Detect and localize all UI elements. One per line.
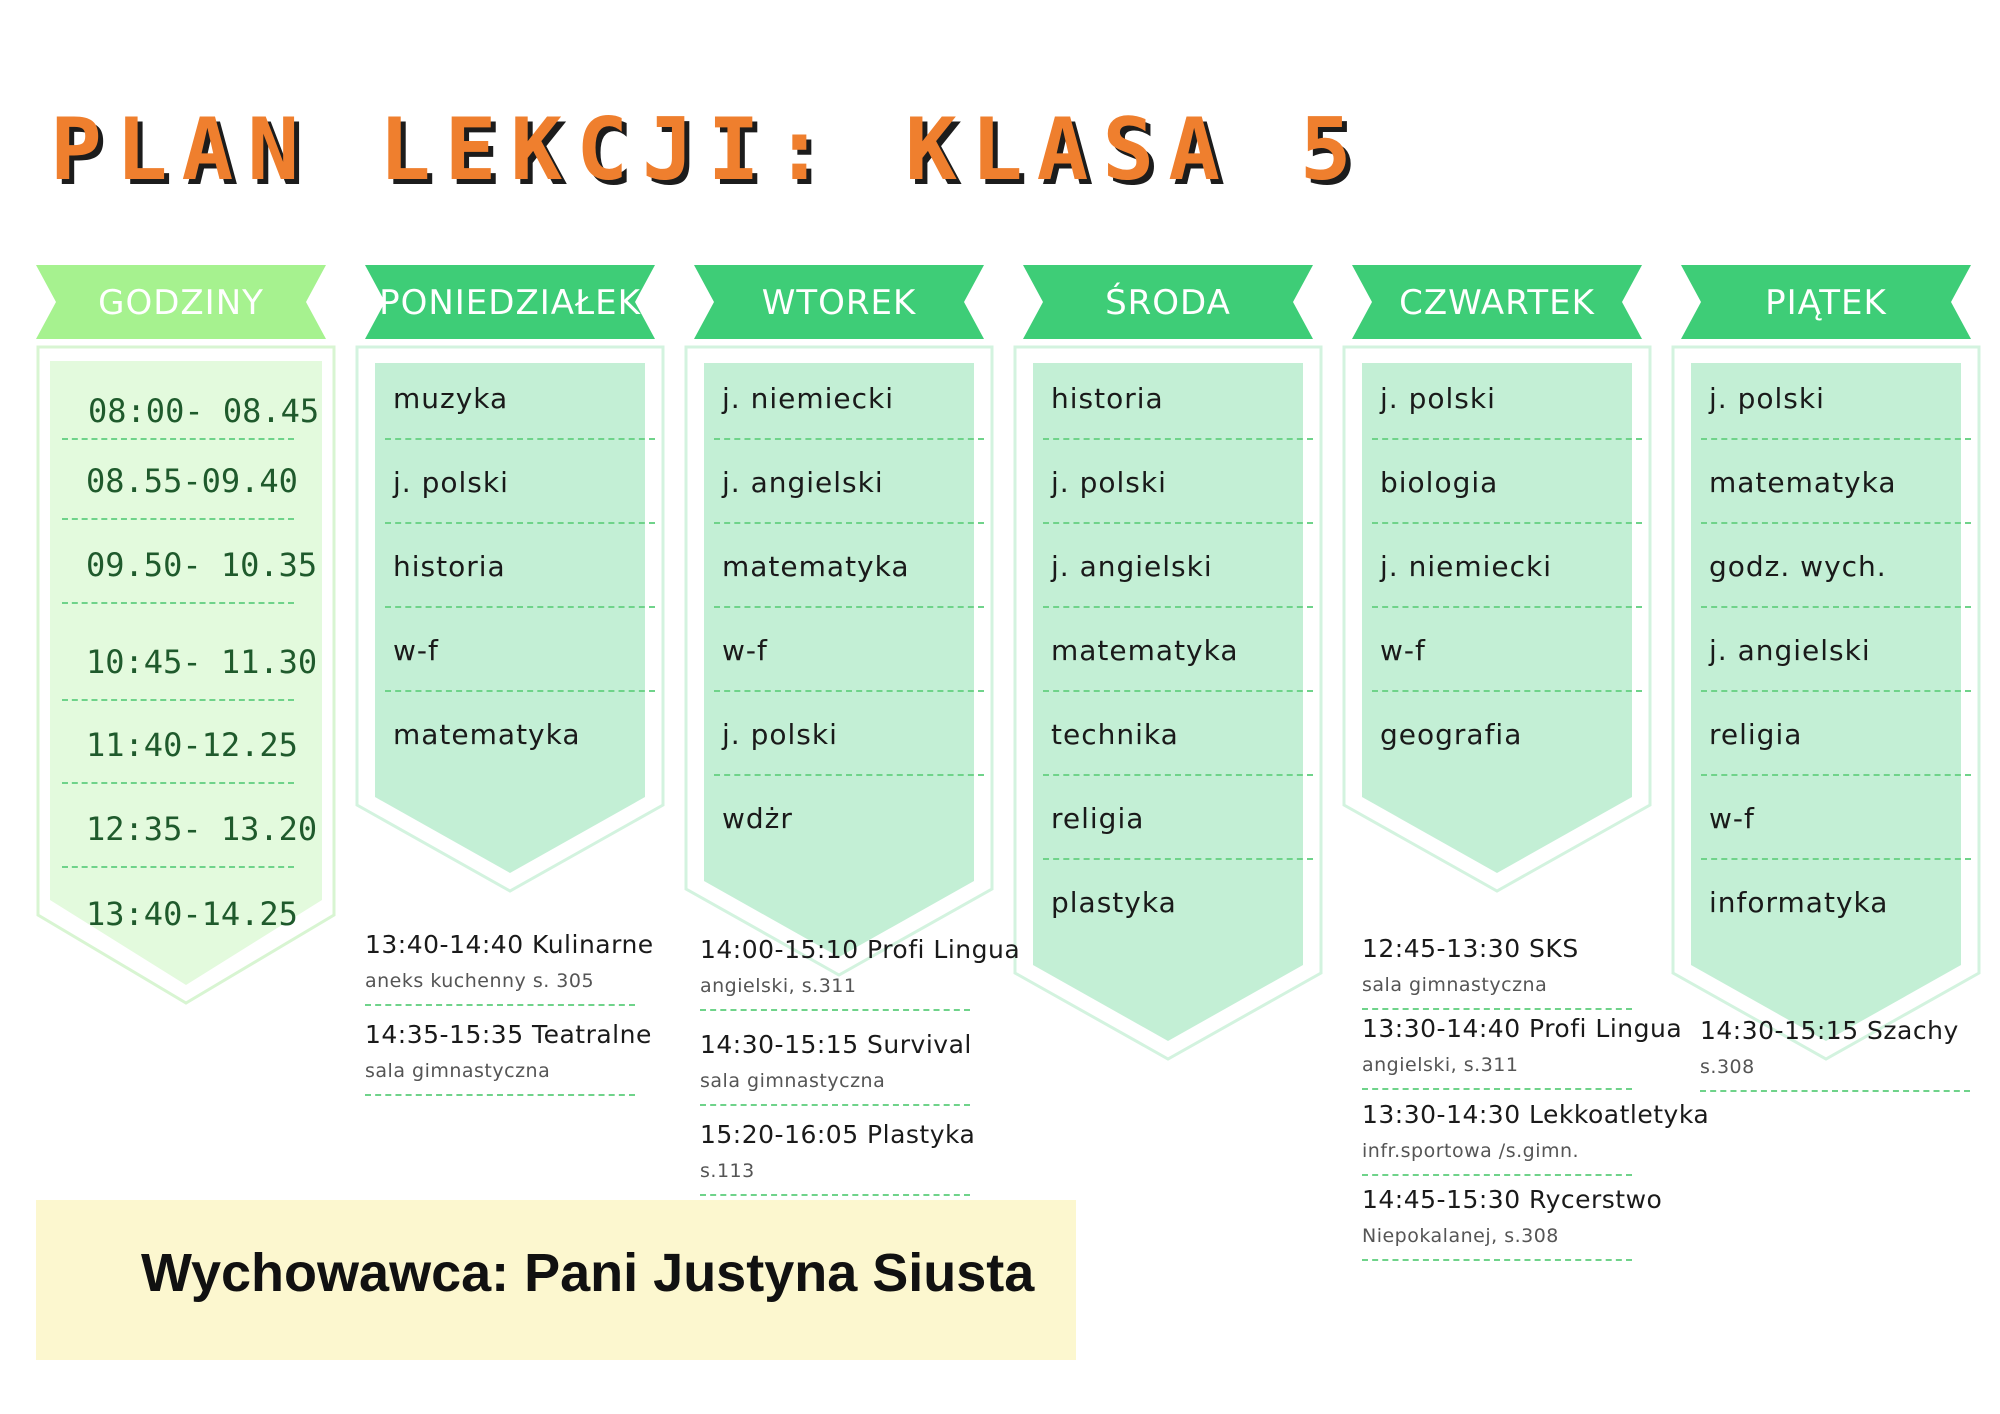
activity-title-tuesday: 14:30-15:15 Survival bbox=[700, 1030, 972, 1059]
hour-slot: 08.55-09.40 bbox=[86, 462, 298, 500]
lesson-tuesday: matematyka bbox=[722, 550, 910, 583]
hour-slot: 10:45- 11.30 bbox=[86, 643, 318, 681]
hour-slot: 12:35- 13.20 bbox=[86, 810, 318, 848]
activity-separator bbox=[700, 1194, 970, 1196]
lesson-separator bbox=[1372, 522, 1642, 524]
wednesday-column-body bbox=[1013, 345, 1323, 1063]
lesson-wednesday: historia bbox=[1051, 382, 1164, 415]
activity-separator bbox=[700, 1009, 970, 1011]
friday-column-body bbox=[1671, 345, 1981, 1063]
activity-place-tuesday: sala gimnastyczna bbox=[700, 1070, 886, 1092]
banner-thursday-label: CZWARTEK bbox=[1399, 283, 1595, 323]
lesson-tuesday: wdżr bbox=[722, 802, 793, 835]
page-title: PLAN LEKCJI: KLASA 5 bbox=[50, 100, 1366, 200]
activity-title-thursday: 13:30-14:40 Profi Lingua bbox=[1362, 1014, 1683, 1043]
thursday-column-body bbox=[1342, 345, 1652, 895]
teacher-box bbox=[36, 1200, 1076, 1360]
lesson-wednesday: plastyka bbox=[1051, 886, 1177, 919]
lesson-thursday: geografia bbox=[1380, 718, 1523, 751]
lesson-separator bbox=[1043, 522, 1313, 524]
lesson-separator bbox=[1701, 522, 1971, 524]
lesson-wednesday: j. polski bbox=[1051, 466, 1167, 499]
activity-separator bbox=[1700, 1090, 1970, 1092]
activity-place-tuesday: s.113 bbox=[700, 1160, 755, 1182]
activity-place-thursday: sala gimnastyczna bbox=[1362, 974, 1548, 996]
lesson-separator bbox=[385, 522, 655, 524]
banner-friday bbox=[1681, 265, 1971, 339]
lesson-tuesday: w-f bbox=[722, 634, 768, 667]
lesson-separator bbox=[714, 522, 984, 524]
lesson-separator bbox=[385, 438, 655, 440]
hour-separator bbox=[62, 782, 294, 784]
activity-separator bbox=[365, 1094, 635, 1096]
hour-separator bbox=[62, 518, 294, 520]
lesson-friday: informatyka bbox=[1709, 886, 1889, 919]
lesson-separator bbox=[1701, 606, 1971, 608]
activity-separator bbox=[365, 1004, 635, 1006]
lesson-separator bbox=[385, 606, 655, 608]
lesson-monday: w-f bbox=[393, 634, 439, 667]
lesson-separator bbox=[1372, 606, 1642, 608]
lesson-separator bbox=[1043, 774, 1313, 776]
lesson-separator bbox=[714, 438, 984, 440]
banner-hours bbox=[36, 265, 326, 339]
lesson-tuesday: j. polski bbox=[722, 718, 838, 751]
banner-wednesday bbox=[1023, 265, 1313, 339]
banner-wednesday-label: ŚRODA bbox=[1105, 283, 1231, 323]
lesson-separator bbox=[1701, 774, 1971, 776]
lesson-separator bbox=[1372, 438, 1642, 440]
hour-slot: 13:40-14.25 bbox=[86, 895, 298, 933]
banner-friday-label: PIĄTEK bbox=[1765, 283, 1887, 323]
banner-thursday bbox=[1352, 265, 1642, 339]
teacher-name: Wychowawca: Pani Justyna Siusta bbox=[141, 1243, 1035, 1303]
lesson-monday: matematyka bbox=[393, 718, 581, 751]
hour-separator bbox=[62, 699, 294, 701]
lesson-friday: matematyka bbox=[1709, 466, 1897, 499]
lesson-separator bbox=[385, 690, 655, 692]
activity-title-monday: 13:40-14:40 Kulinarne bbox=[365, 930, 654, 959]
lesson-separator bbox=[1043, 690, 1313, 692]
activity-separator bbox=[1362, 1174, 1632, 1176]
activity-title-thursday: 13:30-14:30 Lekkoatletyka bbox=[1362, 1100, 1710, 1129]
lesson-separator bbox=[714, 774, 984, 776]
lesson-wednesday: religia bbox=[1051, 802, 1145, 835]
lesson-tuesday: j. angielski bbox=[722, 466, 884, 499]
activity-place-monday: sala gimnastyczna bbox=[365, 1060, 551, 1082]
activity-title-thursday: 12:45-13:30 SKS bbox=[1362, 934, 1579, 963]
banner-tuesday-label: WTOREK bbox=[761, 283, 917, 323]
banner-monday-label: PONIEDZIAŁEK bbox=[379, 283, 641, 323]
activity-separator bbox=[700, 1104, 970, 1106]
activity-place-monday: aneks kuchenny s. 305 bbox=[365, 970, 595, 992]
lesson-separator bbox=[1372, 690, 1642, 692]
activity-title-monday: 14:35-15:35 Teatralne bbox=[365, 1020, 652, 1049]
monday-column-body bbox=[355, 345, 665, 895]
lesson-thursday: w-f bbox=[1380, 634, 1426, 667]
activity-title-tuesday: 15:20-16:05 Plastyka bbox=[700, 1120, 976, 1149]
lesson-separator bbox=[714, 606, 984, 608]
lesson-thursday: j. niemiecki bbox=[1380, 550, 1553, 583]
hour-separator bbox=[62, 438, 294, 440]
banner-tuesday bbox=[694, 265, 984, 339]
lesson-friday: j. polski bbox=[1709, 382, 1825, 415]
lesson-tuesday: j. niemiecki bbox=[722, 382, 895, 415]
lesson-friday: j. angielski bbox=[1709, 634, 1871, 667]
activity-separator bbox=[1362, 1088, 1632, 1090]
activity-place-thursday: infr.sportowa /s.gimn. bbox=[1362, 1140, 1580, 1162]
lesson-friday: w-f bbox=[1709, 802, 1755, 835]
lesson-separator bbox=[1043, 606, 1313, 608]
lesson-thursday: biologia bbox=[1380, 466, 1499, 499]
lesson-separator bbox=[1701, 438, 1971, 440]
lesson-separator bbox=[1043, 858, 1313, 860]
lesson-separator bbox=[714, 690, 984, 692]
lesson-monday: historia bbox=[393, 550, 506, 583]
lesson-separator bbox=[1701, 858, 1971, 860]
activity-place-tuesday: angielski, s.311 bbox=[700, 975, 857, 997]
hour-slot: 11:40-12.25 bbox=[86, 726, 298, 764]
activity-separator bbox=[1362, 1259, 1632, 1261]
lesson-separator bbox=[1701, 690, 1971, 692]
lesson-wednesday: j. angielski bbox=[1051, 550, 1213, 583]
activity-place-thursday: angielski, s.311 bbox=[1362, 1054, 1519, 1076]
activity-place-thursday: Niepokalanej, s.308 bbox=[1362, 1225, 1559, 1247]
lesson-thursday: j. polski bbox=[1380, 382, 1496, 415]
hour-separator bbox=[62, 602, 294, 604]
lesson-monday: muzyka bbox=[393, 382, 509, 415]
banner-hours-label: GODZINY bbox=[98, 283, 264, 323]
hour-slot: 09.50- 10.35 bbox=[86, 546, 318, 584]
lesson-separator bbox=[1043, 438, 1313, 440]
lesson-wednesday: matematyka bbox=[1051, 634, 1239, 667]
activity-title-friday: 14:30-15:15 Szachy bbox=[1700, 1016, 1959, 1045]
banner-monday bbox=[365, 265, 655, 339]
activity-place-friday: s.308 bbox=[1700, 1056, 1755, 1078]
lesson-monday: j. polski bbox=[393, 466, 509, 499]
lesson-wednesday: technika bbox=[1051, 718, 1179, 751]
activity-title-thursday: 14:45-15:30 Rycerstwo bbox=[1362, 1185, 1663, 1214]
hour-slot: 08:00- 08.45 bbox=[88, 392, 320, 430]
activity-separator bbox=[1362, 1008, 1632, 1010]
lesson-friday: religia bbox=[1709, 718, 1803, 751]
hour-separator bbox=[62, 866, 294, 868]
lesson-friday: godz. wych. bbox=[1709, 550, 1887, 583]
activity-title-tuesday: 14:00-15:10 Profi Lingua bbox=[700, 935, 1021, 964]
